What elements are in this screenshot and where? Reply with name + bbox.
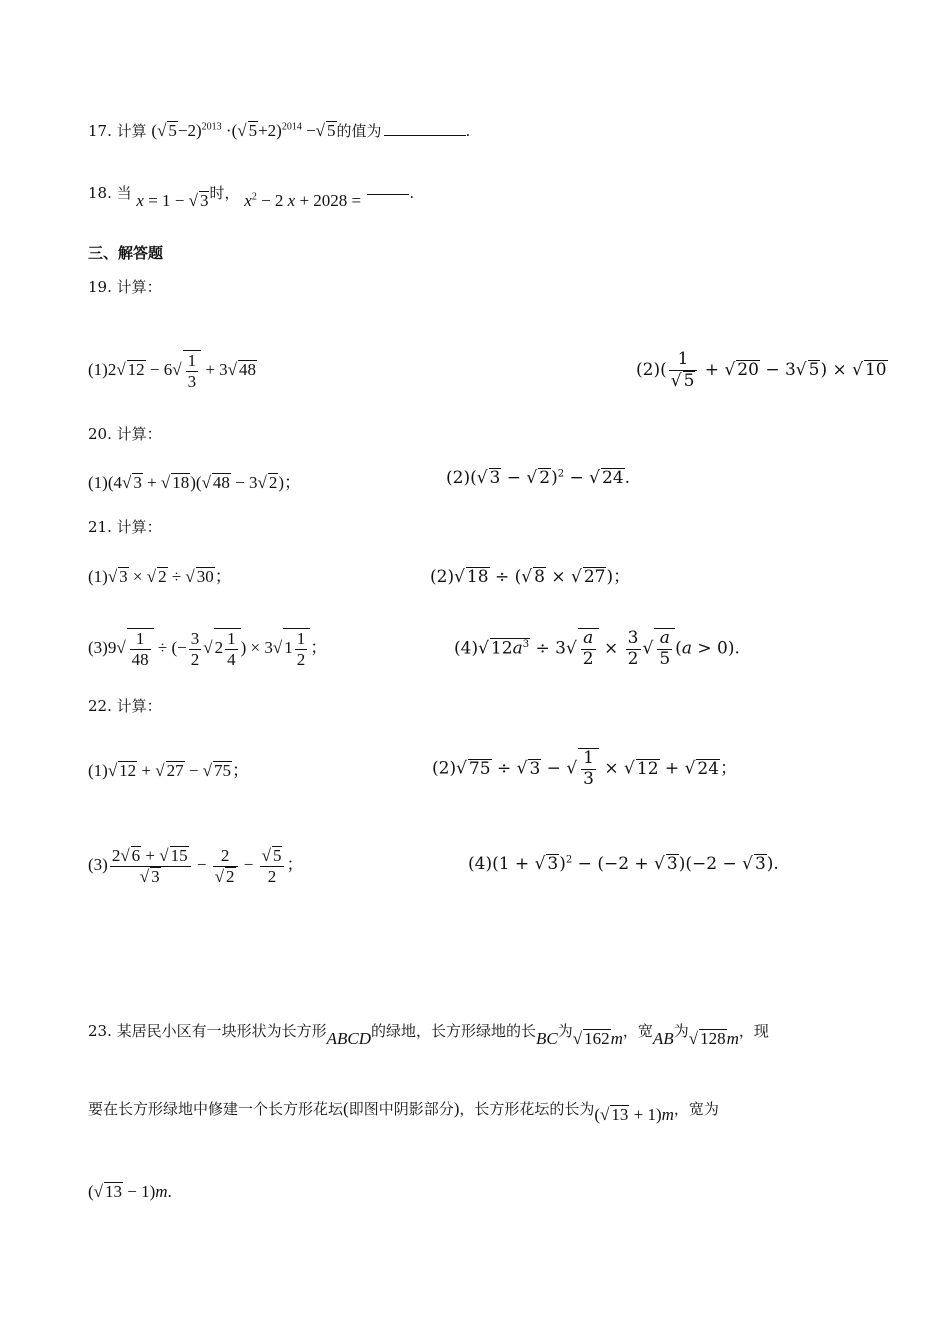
bc-length: √ 162m [572,1029,623,1048]
q19-part2: (2)( $\frac{1}{√ 5}$ + √ 20 − 3√ 5) × √ 10 [636,349,887,391]
question-20-title: 20. 计算： [88,425,162,443]
answer-blank [384,135,466,136]
q22-part2: (2)√ 75 ÷ √ 3 − √ $\frac{1}{3}$ × √ 12 + √ 24； [432,748,738,789]
answer-blank [367,194,409,195]
q18-condition: x = 1 − √ 3 [136,191,209,210]
question-23-line2: 要在长方形绿地中修建一个长方形花坛(即图中阴影部分)，长方形花坛的长为(√ 13 + 1)m，宽为 [88,1099,719,1124]
q22-part3: (3) $\frac{2√ 6 + √ 15}{√ 3}$ − $\frac{2}{√ 2}$ − $\frac{√ 5}{2}$ ； [88,846,304,886]
q21-part4: (4)√ $12a^3 \div 3√$ $\frac{a}{2}$ × $\frac{3}{2}$ √ $\frac{a}{5}$ (a > 0). [454,628,740,669]
question-18: 18. 当 x = 1 − √ 3时， $x^2 - 2$ x + 2028 = . [88,184,415,210]
question-19-title: 19. 计算： [88,278,162,296]
q19-part1: (1)2√ 12 − 6√ $\frac{1}{3}$ + 3√ 48 [88,351,256,391]
q21-part3: (3)9√ $\frac{1}{48}$ ÷ (− $\frac{3}{2}$ √ 2 $\frac{1}{4}$ ) × 3√ 1 $\frac{1}{2}$ ； [88,629,328,669]
question-23-line1: 23. 某居民小区有一块形状为长方形ABCD的绿地，长方形绿地的长BC为√ 162m，宽AB为√ 128m，现 [88,1022,769,1048]
question-17: 17. 计算 (√ 5−2)$^{2013}$ ·(√ 5+2)$^{2014}$ −√ 5的值为 . [88,121,471,140]
q21-part2: (2)√ 18 ÷ (√ 8 × √ 27)； [430,567,631,587]
q18-expression: $x^2 - 2$ x + 2028 = [244,191,366,210]
question-22-title: 22. 计算： [88,697,162,715]
q17-expression: (√ 5−2)$^{2013}$ ·(√ 5+2)$^{2014}$ −√ 5 [151,121,336,140]
section-heading: 三、解答题 [88,244,164,262]
q20-part1: (1)(4√ 3 + √ 18)(√ 48 − 3√ 2)； [88,473,301,492]
q20-part2: (2)(√ 3 − √ 2)$^2$ − √ 24. [446,468,631,488]
q21-part1: (1)√ 3 × √ 2 ÷ √ 30； [88,567,232,586]
question-21-title: 21. 计算： [88,518,162,536]
q22-part4: (4)(1 + √ 3)$^2$ − (−2 + √ 3)(−2 − √ 3). [468,854,779,874]
ab-length: √ 128m [688,1029,739,1048]
question-23-line3: (√ 13 − 1)m. [88,1182,172,1201]
flowerbed-length: (√ 13 + 1)m [594,1105,674,1124]
q22-part1: (1)√ 12 + √ 27 − √ 75； [88,761,249,780]
